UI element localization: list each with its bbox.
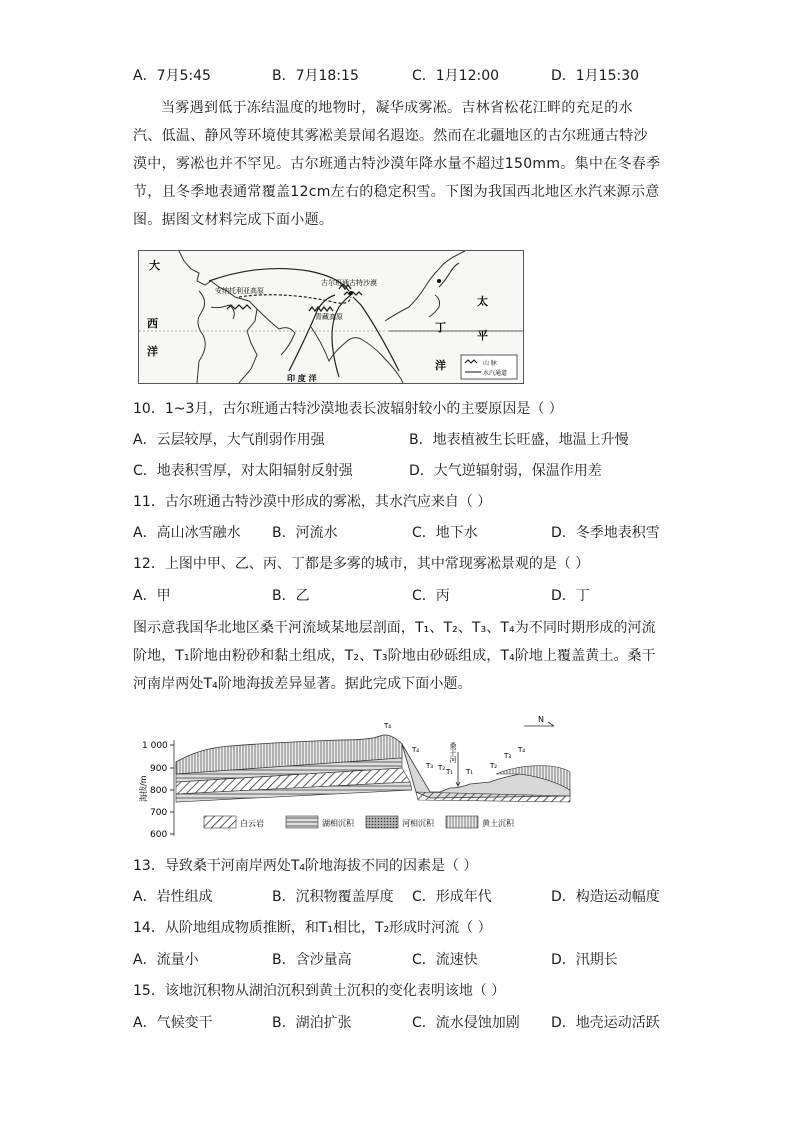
q11-option-d[interactable]: D．冬季地表积雪 [551,525,660,541]
water-vapor-map [138,250,524,384]
stratigraphic-profile [140,712,580,840]
q9-option-c[interactable]: C．1月12:00 [412,68,500,84]
legend-lake-sediment: 湖相沉积 [322,819,354,828]
y-tick-700: 700 [150,808,168,818]
q10-option-b[interactable]: B．地表植被生长旺盛，地温上升慢 [409,432,629,448]
q15-option-d[interactable]: D．地壳运动活跃 [551,1015,660,1031]
terrace-label-t3-right: T₃ [504,752,512,760]
river-label: 桑干河 [449,742,457,763]
q10-stem: 10．1~3月，古尔班通古特沙漠地表长波辐射较小的主要原因是（ ） [133,401,563,417]
terrace-label-t1-left: T₁ [446,768,454,776]
map-label-ping: 平 [477,329,488,342]
q9-option-a[interactable]: A．7月5:45 [133,68,211,84]
map-label-da: 大 [149,259,160,272]
map-label-tai: 太 [477,295,488,308]
map-label-plateau: 青藏高原 [315,313,343,321]
terrace-label-t2-right: T₂ [490,762,498,770]
map-label-yang2: 洋 [435,359,446,372]
map-label-west-origin: 安纳托利亚高原 [215,287,264,295]
q13-option-a[interactable]: A．岩性组成 [133,889,213,905]
passage-sanggan-river: 图示意我国华北地区桑干河流域某地层剖面，T₁、T₂、T₃、T₄为不同时期形成的河流阶地，T₁阶地由粉砂和黏土组成，T₂、T₃阶地由砂砾组成，T₄阶地上覆盖黄土。桑干河南岸两处T₄阶地海拔差异显著。据此完成下面小题。 [133,620,656,692]
q12-stem: 12．上图中甲、乙、丙、丁都是多雾的城市，其中常现雾凇景观的是（ ） [133,556,590,572]
legend-river-sediment: 河相沉积 [402,819,434,828]
q13-stem: 13．导致桑干河南岸两处T₄阶地海拔不同的因素是（ ） [133,858,478,874]
q12-option-c[interactable]: C．丙 [412,588,450,604]
q10-option-a[interactable]: A．云层较厚，大气削弱作用强 [133,432,325,448]
q15-stem: 15．该地沉积物从湖泊沉积到黄土沉积的变化表明该地（ ） [133,983,506,999]
q13-option-d[interactable]: D．构造运动幅度 [551,889,660,905]
y-tick-800: 800 [150,786,168,796]
map-label-desert: 古尔班通古特沙漠 [321,279,377,287]
q15-option-b[interactable]: B．湖泊扩张 [272,1015,352,1031]
terrace-label-t1-right: T₁ [466,768,474,776]
map-label-indian: 印 度 洋 [287,374,317,383]
q13-option-b[interactable]: B．沉积物覆盖厚度 [272,889,394,905]
terrace-label-t2-left: T₂ [438,764,446,772]
north-label: N [538,715,544,724]
profile-svg [140,712,580,840]
q11-stem: 11．古尔班通古特沙漠中形成的雾凇，其水汽应来自（ ） [133,494,492,510]
q12-option-d[interactable]: D．丁 [551,588,590,604]
desert-marker [349,291,353,295]
q9-option-d[interactable]: D．1月15:30 [551,68,640,84]
y-tick-1000: 1 000 [142,741,168,751]
y-axis-label: 海拔/m [139,775,148,802]
map-label-yang: 洋 [147,345,158,358]
map-label-ding: 丁 [435,321,446,334]
q11-option-c[interactable]: C．地下水 [412,525,478,541]
map-legend-mountain: 山 脉 [483,360,497,367]
q14-option-d[interactable]: D．汛期长 [551,952,618,968]
terrace-label-t3-left: T₃ [426,762,434,770]
map-label-xi: 西 [147,317,158,330]
q13-option-c[interactable]: C．形成年代 [412,889,492,905]
q14-option-c[interactable]: C．流速快 [412,952,478,968]
terrace-label-t4-right: T₄ [518,746,526,754]
q11-option-b[interactable]: B．河流水 [272,525,338,541]
legend-loess-sediment: 黄土沉积 [482,819,514,828]
legend-dolomite: 白云岩 [240,819,264,828]
terrace-label-t4-left: T₄ [384,722,392,730]
map-svg [139,251,523,383]
q10-option-d[interactable]: D．大气逆辐射弱，保温作用差 [409,463,602,479]
q15-option-a[interactable]: A．气候变干 [133,1015,213,1031]
q14-option-a[interactable]: A．流量小 [133,952,199,968]
y-tick-900: 900 [150,764,168,774]
q14-option-b[interactable]: B．含沙量高 [272,952,352,968]
terrace-label-t4-mid: T₄ [412,746,420,754]
map-legend-channel: 水汽通道 [483,370,508,377]
q12-option-b[interactable]: B．乙 [272,588,310,604]
y-tick-600: 600 [150,830,168,840]
q14-stem: 14．从阶地组成物质推断，和T₁相比，T₂形成时河流（ ） [133,920,492,936]
passage-fog-rime: 当雾遇到低于冻结温度的地物时，凝华成雾凇。吉林省松花江畔的充足的水汽、低温、静风等环境使其雾凇美景闻名遐迩。然而在北疆地区的古尔班通古特沙漠中，雾凇也并不罕见。古尔班通古特沙漠年降水量不超过150mm。集中在冬春季节，且冬季地表通常覆盖12cm左右的稳定积雪。下图为我国西北地区水汽来源示意图。据图文材料完成下面小题。 [133,100,661,228]
q12-option-a[interactable]: A．甲 [133,588,171,604]
q10-option-c[interactable]: C．地表积雪厚，对太阳辐射反射强 [133,463,353,479]
q9-option-b[interactable]: B．7月18:15 [272,68,359,84]
q11-option-a[interactable]: A．高山冰雪融水 [133,525,241,541]
q15-option-c[interactable]: C．流水侵蚀加剧 [412,1015,520,1031]
